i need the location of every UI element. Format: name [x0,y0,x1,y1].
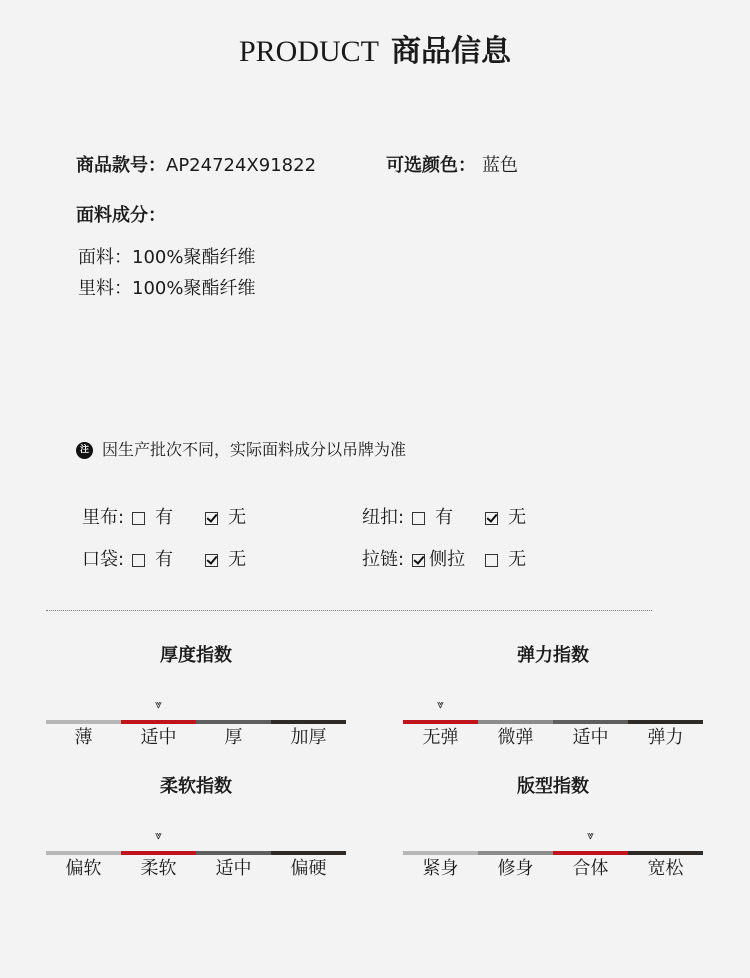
note-badge-icon: 注 [76,442,93,459]
fabric-lining-line: 里料：100%聚酯纤维 [78,278,256,299]
double-chevron-down-icon: ⩔ [155,697,162,711]
scale-segment [478,720,553,724]
option-zipper [362,547,526,573]
section-divider [46,610,652,611]
double-chevron-down-icon: ⩔ [587,828,594,842]
scale-labels [46,857,346,881]
scale-label: 无弹 [422,727,459,748]
checkbox-icon[interactable] [412,512,425,525]
scale-label: 修身 [497,858,534,879]
scale-segment [628,720,703,724]
color-label: 可选颜色： [386,155,476,176]
option-b-text: 无 [508,549,527,570]
scale-segment [271,720,346,724]
scale-label: 微弹 [497,727,534,748]
scale-label: 适中 [140,727,177,748]
style-number-label: 商品款号： [76,155,166,176]
scale-bar [403,851,703,855]
scale-segment [478,851,553,855]
scale-label: 薄 [74,727,93,748]
scale-segment [553,851,628,855]
checkbox-icon[interactable] [412,554,425,567]
scale-labels [46,726,346,750]
option-a-text: 有 [155,507,174,528]
fabric-label: 面料成分： [76,205,166,226]
composition-note [76,438,406,462]
scale-label: 宽松 [647,858,684,879]
scale-label: 弹力 [647,727,684,748]
checkbox-icon[interactable] [205,512,218,525]
scale-segment [403,720,478,724]
option-label: 拉链: [362,549,405,570]
scale-labels [403,726,703,750]
style-number-value: AP24724X91822 [166,155,317,176]
scale-title: 厚度指数 [160,645,232,666]
double-chevron-down-icon: ⩔ [437,697,444,711]
fabric-heading [76,203,166,229]
page-title [0,32,750,72]
scale-segment [553,720,628,724]
scale-segment [121,851,196,855]
option-button [362,505,526,531]
style-number-row [76,153,316,179]
scale-segment [121,720,196,724]
scale-segment [46,851,121,855]
scale-title: 柔软指数 [160,776,232,797]
checkbox-icon[interactable] [485,512,498,525]
option-b-text: 无 [228,507,247,528]
scale-label: 适中 [572,727,609,748]
scale-segment [196,851,271,855]
option-label: 纽扣: [362,507,405,528]
option-label: 口袋: [82,549,125,570]
scale-bar [403,720,703,724]
option-pocket [82,547,246,573]
scale-label: 柔软 [140,858,177,879]
fabric-outer-line: 面料：100%聚酯纤维 [78,247,256,268]
double-chevron-down-icon: ⩔ [155,828,162,842]
option-label: 里布: [82,507,125,528]
note-text: 因生产批次不同，实际面料成分以吊牌为准 [102,440,407,459]
scale-segment [403,851,478,855]
title-zh: 商品信息 [391,34,512,69]
option-b-text: 无 [508,507,527,528]
checkbox-icon[interactable] [485,554,498,567]
scale-label: 紧身 [422,858,459,879]
scale-title: 弹力指数 [517,645,589,666]
color-value: 蓝色 [482,155,518,176]
scale-label: 偏软 [65,858,102,879]
scale-segment [271,851,346,855]
scale-segment [46,720,121,724]
scale-label: 合体 [572,858,609,879]
checkbox-icon[interactable] [205,554,218,567]
scale-label: 偏硬 [290,858,327,879]
scale-label: 厚 [224,727,243,748]
scale-bar [46,851,346,855]
option-a-text: 有 [435,507,454,528]
scale-bar [46,720,346,724]
option-a-text: 侧拉 [429,549,466,570]
checkbox-icon[interactable] [132,512,145,525]
scale-label: 适中 [215,858,252,879]
scale-labels [403,857,703,881]
scale-label: 加厚 [290,727,327,748]
scale-segment [628,851,703,855]
option-lining [82,505,246,531]
option-b-text: 无 [228,549,247,570]
title-en: PRODUCT [238,35,380,68]
scale-title: 版型指数 [517,776,589,797]
option-a-text: 有 [155,549,174,570]
checkbox-icon[interactable] [132,554,145,567]
scale-segment [196,720,271,724]
color-row [386,153,518,179]
